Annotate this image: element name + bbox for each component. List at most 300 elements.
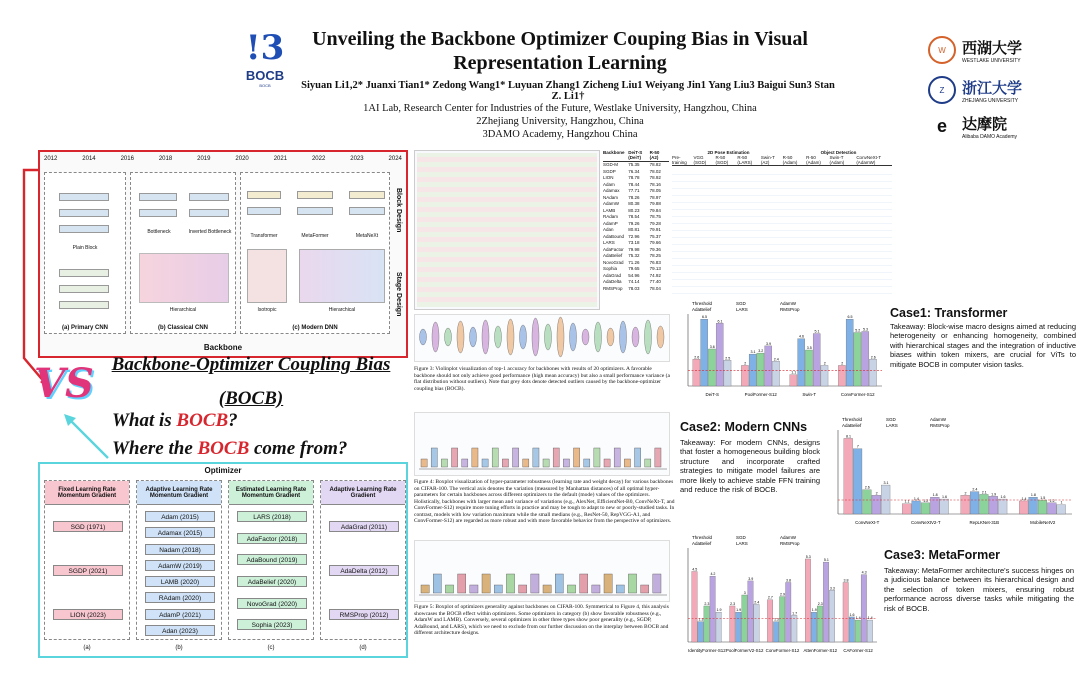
violin-shape: [557, 317, 564, 357]
box-shape: [645, 459, 651, 467]
box-shape: [431, 448, 437, 467]
bar-value-label: 2.3: [817, 601, 823, 606]
case3-bar-chart: [676, 534, 881, 656]
bar-value-label: 1.9: [811, 608, 817, 613]
x-tick-label: ConvNeXtV2-T: [910, 520, 941, 525]
q1-highlight: BOCB: [176, 410, 229, 431]
bar-value-label: 2.4: [754, 600, 760, 605]
optimizer-title: Optimizer: [204, 466, 242, 475]
legend-entry: Threshold: [692, 301, 713, 306]
bar: [813, 334, 820, 386]
affiliation-2: 2Zhejiang University, Hangzhou, China: [476, 116, 644, 127]
box-shape: [584, 459, 590, 467]
violin-shape: [495, 326, 502, 348]
box-shape: [441, 459, 447, 467]
bar: [790, 375, 797, 386]
legend-entry: RMSProp: [780, 541, 800, 546]
case3-title: Case3: MetaFormer: [884, 548, 1001, 562]
optimizer-column-tag: (b): [175, 645, 183, 651]
bar-value-label: 8.1: [846, 434, 852, 439]
inverted-2: [189, 209, 229, 217]
x-tick-label: Swin-T: [802, 392, 817, 397]
table-cell: Adamax: [603, 188, 620, 193]
bar: [716, 612, 721, 642]
bar-value-label: 2.7: [767, 595, 773, 600]
table-cell: 75.37: [649, 233, 661, 239]
table-cell: AdamW: [603, 201, 620, 206]
classical-cnn-panel: [130, 172, 236, 334]
title-line-2: Representation Learning: [453, 52, 667, 74]
bar-value-label: 6.5: [701, 315, 707, 320]
x-tick-label: ConvFormer-S12: [765, 648, 800, 653]
bar-value-label: 1.1: [904, 499, 910, 504]
bar: [779, 597, 784, 642]
box-shape: [462, 459, 468, 467]
x-tick-label: CAFormer-S12: [843, 648, 873, 653]
table-cell: RAdam: [603, 214, 619, 219]
legend-entry: SGD: [886, 417, 896, 422]
bocb-heading-line-2: (BOCB): [218, 388, 284, 409]
table-cell: AdaBound: [603, 233, 625, 239]
timeline-year: 2021: [273, 156, 288, 162]
bar: [710, 576, 715, 642]
bar: [998, 499, 1007, 514]
metaformer-block: [297, 191, 333, 199]
table-col-header: Swin-T (Adam): [829, 155, 845, 165]
bar-value-label: 2.3: [704, 601, 710, 606]
box-shape: [553, 448, 559, 467]
bar-value-label: 2.3: [730, 601, 736, 606]
case3-chart: [676, 534, 881, 656]
case1-body: Takeaway: Block-wise macro designs aimed at reducing heterogeneity or enhancing homogeneity, combined with hierarchical stages and the integration of inductive biases within token mixers, are crucial for ViTs to mitigate BOCB in computer vision tasks.: [890, 322, 1076, 369]
table-cell: 78.44: [628, 181, 640, 187]
legend-entry: AdaBelief: [692, 541, 712, 546]
box5-svg: [415, 541, 671, 603]
bar-value-label: 5.3: [863, 327, 869, 332]
bar-value-label: 3.2: [758, 349, 764, 354]
fig3-caption: Figure 3: Violinplot visualization of top-1 accuracy for backbones with results of 20 optimizers. A favorable backbone should not only achieve good performance (high mean accuracy) but also a small performance variance (a flat distribution without outliers). Note that grey dots denote detected outliers caused by the backbone-optimizer coupling bias (BOCB).: [414, 366, 670, 392]
bar: [786, 582, 791, 642]
violin-svg: [415, 315, 671, 363]
box-shape: [624, 459, 630, 467]
optimizer-column-head: Fixed Learning Rate Momentum Gradient: [45, 481, 129, 505]
modern-hierarchical-caption: Hierarchical: [328, 307, 356, 313]
bar: [767, 600, 772, 642]
bar: [861, 575, 866, 642]
box-shape: [628, 574, 636, 593]
legend-entry: SGD: [736, 301, 746, 306]
boxplot-backbones: [414, 412, 670, 476]
affiliation-3: 3DAMO Academy, Hangzhou China: [482, 129, 638, 140]
violin-shape: [570, 323, 577, 351]
bar-value-label: 6.5: [847, 315, 853, 320]
table-cell: 78.03: [628, 285, 640, 291]
bar-value-label: 3: [743, 591, 746, 595]
bar: [724, 360, 731, 386]
bar: [980, 494, 989, 514]
heatmap-table: [414, 150, 600, 310]
bar: [854, 333, 861, 386]
table-cell: 79.98: [628, 246, 640, 252]
table-right-body: [672, 170, 892, 300]
classification-table: [603, 150, 669, 300]
x-tick-label: PoolFormer-S12: [744, 392, 777, 397]
box-shape: [531, 574, 539, 593]
legend-entry: LARS: [886, 423, 898, 428]
modern-dnn-panel: [240, 172, 390, 334]
x-tick-label: ConvNeXt-T: [855, 520, 880, 525]
box-shape: [492, 448, 498, 467]
box-shape: [580, 574, 588, 593]
legend-entry: SGD: [736, 535, 746, 540]
legend-entry: RMSProp: [780, 307, 800, 312]
optimizer-item: LION (2023): [53, 609, 123, 620]
box-shape: [563, 459, 569, 467]
bar-value-label: 3.8: [843, 578, 849, 583]
timeline-year: 2020: [235, 156, 249, 162]
backbone-timeline: [44, 156, 402, 168]
stage-design-label: Stage Design: [395, 272, 402, 317]
optimizer-item: AdaBound (2019): [237, 554, 307, 565]
bar-value-label: 3.1: [883, 481, 889, 486]
bar-value-label: 3.5: [806, 346, 812, 350]
table-cell: 78.97: [649, 194, 661, 200]
optimizer-column: [228, 480, 314, 651]
case1-bar-chart: [676, 300, 886, 400]
table-cell: 77.71: [628, 188, 640, 193]
violin-shape: [645, 320, 652, 354]
table-cell: 74.92: [649, 272, 661, 278]
table-cell: SGD-M: [603, 162, 618, 167]
modern-hierarchical-stages: [299, 249, 385, 303]
bar: [940, 499, 949, 514]
optimizer-item: NovoGrad (2020): [237, 598, 307, 609]
bar-value-label: 3.1: [750, 350, 756, 355]
optimizer-item: AdaGrad (2011): [329, 521, 399, 532]
bar-value-label: 2: [744, 361, 747, 366]
heatmap-cells: [417, 153, 597, 307]
bar: [772, 361, 779, 386]
bar-value-label: 5.2: [855, 328, 861, 333]
bar: [849, 617, 854, 642]
bar-value-label: 1.9: [991, 492, 997, 497]
bar: [704, 606, 709, 642]
westlake-logo: [928, 36, 1068, 64]
box-shape: [594, 448, 600, 467]
box-shape: [604, 574, 612, 593]
box-shape: [543, 585, 551, 593]
paper-title: [300, 27, 820, 75]
bar-value-label: 2: [875, 491, 878, 496]
bar-value-label: 1.4: [855, 616, 861, 621]
plain-block-caption: Plain Block: [72, 245, 98, 251]
table-cell: 79.88: [649, 201, 661, 206]
legend-entry: AdamW: [780, 301, 797, 306]
bar-value-label: 4.5: [692, 567, 698, 572]
table-col-header: Pre-training: [672, 155, 687, 165]
table-cell: AdaBelief: [603, 253, 623, 258]
box-shape: [519, 585, 527, 593]
x-tick-label: AttenFormer-S12: [803, 648, 838, 653]
optimizer-column-tag: (d): [359, 645, 367, 651]
bar-value-label: 1.8: [1030, 493, 1036, 498]
table-cell: 78.04: [649, 285, 661, 291]
timeline-year: 2019: [197, 156, 211, 162]
box-shape: [533, 448, 539, 467]
bar: [1029, 497, 1038, 514]
bar: [1019, 501, 1028, 514]
optimizer-item: LAMB (2020): [145, 576, 215, 587]
bar: [716, 323, 723, 386]
table-cell: 77.40: [649, 279, 661, 284]
table-col-header: R-50 (Adam): [806, 155, 821, 165]
timeline-year: 2022: [311, 156, 326, 162]
bar: [872, 495, 881, 514]
x-tick-label: MobileNetV2: [1030, 520, 1056, 525]
bar: [817, 606, 822, 642]
violin-plot: [414, 314, 670, 362]
legend-entry: Threshold: [692, 535, 713, 540]
affiliation-1: 1AI Lab, Research Center for Industries of the Future, Westlake University, Hangzhou, China: [363, 103, 757, 114]
box-shape: [482, 459, 488, 467]
bar: [881, 485, 890, 514]
bar: [693, 359, 700, 386]
bar: [765, 346, 772, 386]
bar-value-label: 2.5: [725, 356, 731, 361]
bar: [773, 622, 778, 642]
table-col-header: R-50 (LARS): [737, 155, 753, 165]
table-cell: AdamP: [603, 220, 618, 226]
table-left-header: [603, 150, 669, 162]
metanext-caption: MetaNeXt: [355, 233, 379, 239]
pose-header: 2D Pose Estimation: [707, 150, 750, 155]
optimizer-item: Adamax (2015): [145, 527, 215, 538]
inverted-bottleneck-caption: Inverted Bottleneck: [188, 229, 232, 235]
metanext-block: [349, 191, 385, 199]
bocb-heading: [96, 348, 406, 416]
inverted-1: [189, 193, 229, 201]
box4-svg: [415, 413, 671, 477]
q2-prefix: Where the: [112, 438, 198, 459]
bar: [708, 349, 715, 386]
violin-shape: [532, 318, 539, 356]
isotropic-stages: [247, 249, 287, 303]
zju-en: ZHEJIANG UNIVERSITY: [962, 97, 1019, 104]
optimizer-item: LARS (2018): [237, 511, 307, 522]
table-col-header: R-50 (SGD): [715, 155, 729, 165]
violin-shape: [582, 329, 589, 345]
question-what-is-bocb: [112, 410, 238, 432]
case2-body: Takeaway: For modern CNNs, designs that foster a homogeneous building block structure and incorporate crafted strategies to mitigate model failures are more likely to achieve stable FFN training and reduce the risk of BOCB.: [680, 438, 820, 495]
box-shape: [482, 574, 490, 593]
bar: [754, 604, 759, 642]
bar-value-label: 1: [1060, 500, 1063, 505]
table-cell: 78.25: [649, 253, 661, 258]
bar: [792, 615, 797, 642]
col-r50: R-50 (A2): [649, 150, 660, 160]
violin-shape: [432, 322, 439, 352]
bar: [989, 496, 998, 514]
table-cell: 79.28: [649, 220, 661, 226]
metanext-mixer: [349, 207, 385, 215]
table-col-header: Swin-T (A2): [760, 155, 775, 165]
timeline-year: 2018: [158, 156, 173, 162]
legend-entry: AdaBelief: [692, 307, 712, 312]
bar-value-label: 1.6: [941, 495, 947, 500]
box-shape: [433, 574, 441, 593]
bottleneck-1: [139, 193, 177, 201]
bar-value-label: 1.6: [849, 612, 855, 617]
bar: [741, 365, 748, 386]
westlake-en: WESTLAKE UNIVERSITY: [962, 57, 1021, 64]
vs-label: VS: [34, 360, 94, 407]
optimizer-item: Nadam (2018): [145, 544, 215, 555]
bar-value-label: 6.1: [717, 319, 723, 324]
bar: [698, 622, 703, 642]
x-tick-label: IdentityFormer-S12: [688, 648, 726, 653]
table-cell: 80.23: [628, 207, 640, 213]
table-cell: NovoGrad: [603, 259, 624, 265]
optimizer-column-tag: (c): [267, 645, 275, 651]
box-shape: [421, 585, 429, 593]
box-shape: [614, 448, 620, 467]
box-shape: [502, 459, 508, 467]
bar-value-label: 1.4: [867, 616, 873, 621]
table-cell: 79.91: [649, 227, 661, 232]
box-shape: [635, 448, 641, 467]
bar: [821, 365, 828, 386]
legend-entry: Threshold: [842, 417, 863, 422]
box-shape: [472, 448, 478, 467]
title-line-1: Unveiling the Backbone Optimizer Couping Bias in Visual: [312, 28, 808, 50]
bar: [1038, 500, 1047, 514]
bar: [970, 492, 979, 514]
optimizer-column-tag: (a): [83, 645, 91, 651]
violin-shape: [520, 325, 527, 349]
box-shape: [616, 585, 624, 593]
bar-value-label: 2.4: [972, 487, 978, 492]
bocb-logo-sub: BOCB: [259, 83, 271, 88]
backbone-panel: [38, 150, 408, 358]
optimizer-column-head: Adaptive Learning Rate Gradient: [321, 481, 405, 505]
bar: [843, 582, 848, 642]
table-cell: 79.65: [628, 266, 640, 271]
bar-value-label: 1.6: [1000, 495, 1006, 500]
bottleneck-caption: Bottleneck: [147, 229, 171, 235]
bar: [921, 503, 930, 514]
q2-suffix: come from?: [249, 438, 348, 459]
table-cell: 72.96: [628, 233, 640, 239]
classical-hierarchical-caption: Hierarchical: [169, 307, 197, 313]
zju-logo: [928, 76, 1068, 104]
table-cell: 76.34: [628, 168, 640, 174]
bar: [805, 559, 810, 642]
bar: [692, 572, 697, 643]
bar: [902, 504, 911, 514]
optimizer-column-head: Estimated Learning Rate Momentum Gradient: [229, 481, 313, 505]
damo-en: Alibaba DAMO Academy: [962, 133, 1018, 140]
optimizer-item: AdamW (2019): [145, 560, 215, 571]
table-cell: RMSProp: [603, 285, 623, 291]
bar: [811, 612, 816, 642]
bar: [829, 590, 834, 642]
box-shape: [458, 574, 466, 593]
table-cell: 78.78: [628, 175, 640, 180]
bar-value-label: 2.1: [981, 490, 987, 495]
table-cell: 79.66: [649, 240, 661, 245]
bar: [863, 490, 872, 514]
box-shape: [452, 448, 458, 467]
box-shape: [445, 585, 453, 593]
x-tick-label: DeiT-S: [705, 392, 719, 397]
optimizer-column-head: Adaptive Learning Rate Momentum Gradient: [137, 481, 221, 505]
bocb-heading-line-1: Backbone-Optimizer Coupling Bias: [111, 354, 391, 375]
x-tick-label: ConvFormer-S12: [840, 392, 875, 397]
box-shape: [604, 459, 610, 467]
timeline-year: 2023: [350, 156, 364, 162]
violin-shape: [545, 324, 552, 350]
box-shape: [494, 585, 502, 593]
table-cell: 71.26: [628, 259, 640, 265]
bar-value-label: 2: [964, 491, 967, 496]
violin-shape: [420, 329, 427, 345]
case1-chart: [676, 300, 886, 400]
bocb-logo: [240, 30, 290, 88]
table-col-header: VGG (SGD): [693, 155, 707, 165]
bar-value-label: 2: [841, 361, 844, 366]
optimizer-item: AdaBelief (2020): [237, 576, 307, 587]
bar-value-label: 1.2: [923, 498, 929, 503]
bar-value-label: 5.1: [823, 558, 829, 563]
table-cell: 78.05: [649, 188, 661, 193]
bar-value-label: 2.6: [694, 355, 700, 360]
block-design-label: Block Design: [395, 188, 402, 233]
optimizer-column: [44, 480, 130, 651]
violin-shape: [632, 327, 639, 347]
box-shape: [470, 585, 478, 593]
legend-entry: LARS: [736, 307, 748, 312]
optimizer-column: [136, 480, 222, 651]
bar-value-label: 1.8: [932, 493, 938, 498]
box-shape: [506, 574, 514, 593]
bar: [1057, 505, 1066, 514]
table-cell: 78.54: [628, 214, 640, 219]
zju-name: 浙江大学: [962, 78, 1023, 97]
table-cell: 78.02: [649, 168, 661, 174]
table-cell: 78.92: [649, 175, 661, 180]
optimizer-item: AdaDelta (2012): [329, 565, 399, 576]
bar: [1047, 503, 1056, 514]
bocb-logo-text: BOCB: [245, 68, 285, 83]
table-cell: 80.38: [628, 201, 640, 206]
table-cell: 78.16: [649, 181, 661, 187]
table-cell: Adam: [603, 181, 615, 187]
col-backbone: Backbone: [603, 150, 625, 155]
timeline-year: 2016: [120, 156, 134, 162]
bar-value-label: 2.9: [780, 592, 785, 597]
bar-value-label: 1.3: [698, 617, 704, 622]
bar: [748, 581, 753, 642]
authors: Siyuan Li1,2* Juanxi Tian1* Zedong Wang1* Luyuan Zhang1 Zicheng Liu1 Weiyang Jin1 Yang Liu3 Baigui Sun3 Stan Z. Li1†: [301, 80, 835, 102]
table-cell: 75.32: [628, 253, 640, 258]
fig4-caption: Figure 4: Boxplot visualization of hyper-parameter robustness (learning rate and weight decay) for various backbones on CIFAR-100. The vertical axis denotes the variation (measured by Manhattan distances) of all optimal hyper-parameters for certain backbones across different optimizers to the default (mode) values of the optimizers. Holistically, backbones with larger mean and variance of variations (e.g., AlexNet, EfficientNet-B0, ConvNeXt-T, and ConvFormer-S12) require more tuning efforts in practice and may be tough to adapt to new or poorly-studied tasks. In contrast, models with low variation maximum while the small medians (e.g., ResNet-50, RepVGG-A1, and ConvFormer-S12) are regarded as more robust and with more favorable behavior from the perspective of optimizers.: [414, 479, 675, 524]
legend-entry: AdamW: [930, 417, 947, 422]
bar-value-label: 7: [856, 444, 859, 449]
boxplot-optimizers: [414, 540, 670, 602]
legend-entry: LARS: [736, 541, 748, 546]
table-cell: 73.18: [628, 240, 640, 245]
table-cell: Sophia: [603, 266, 618, 271]
